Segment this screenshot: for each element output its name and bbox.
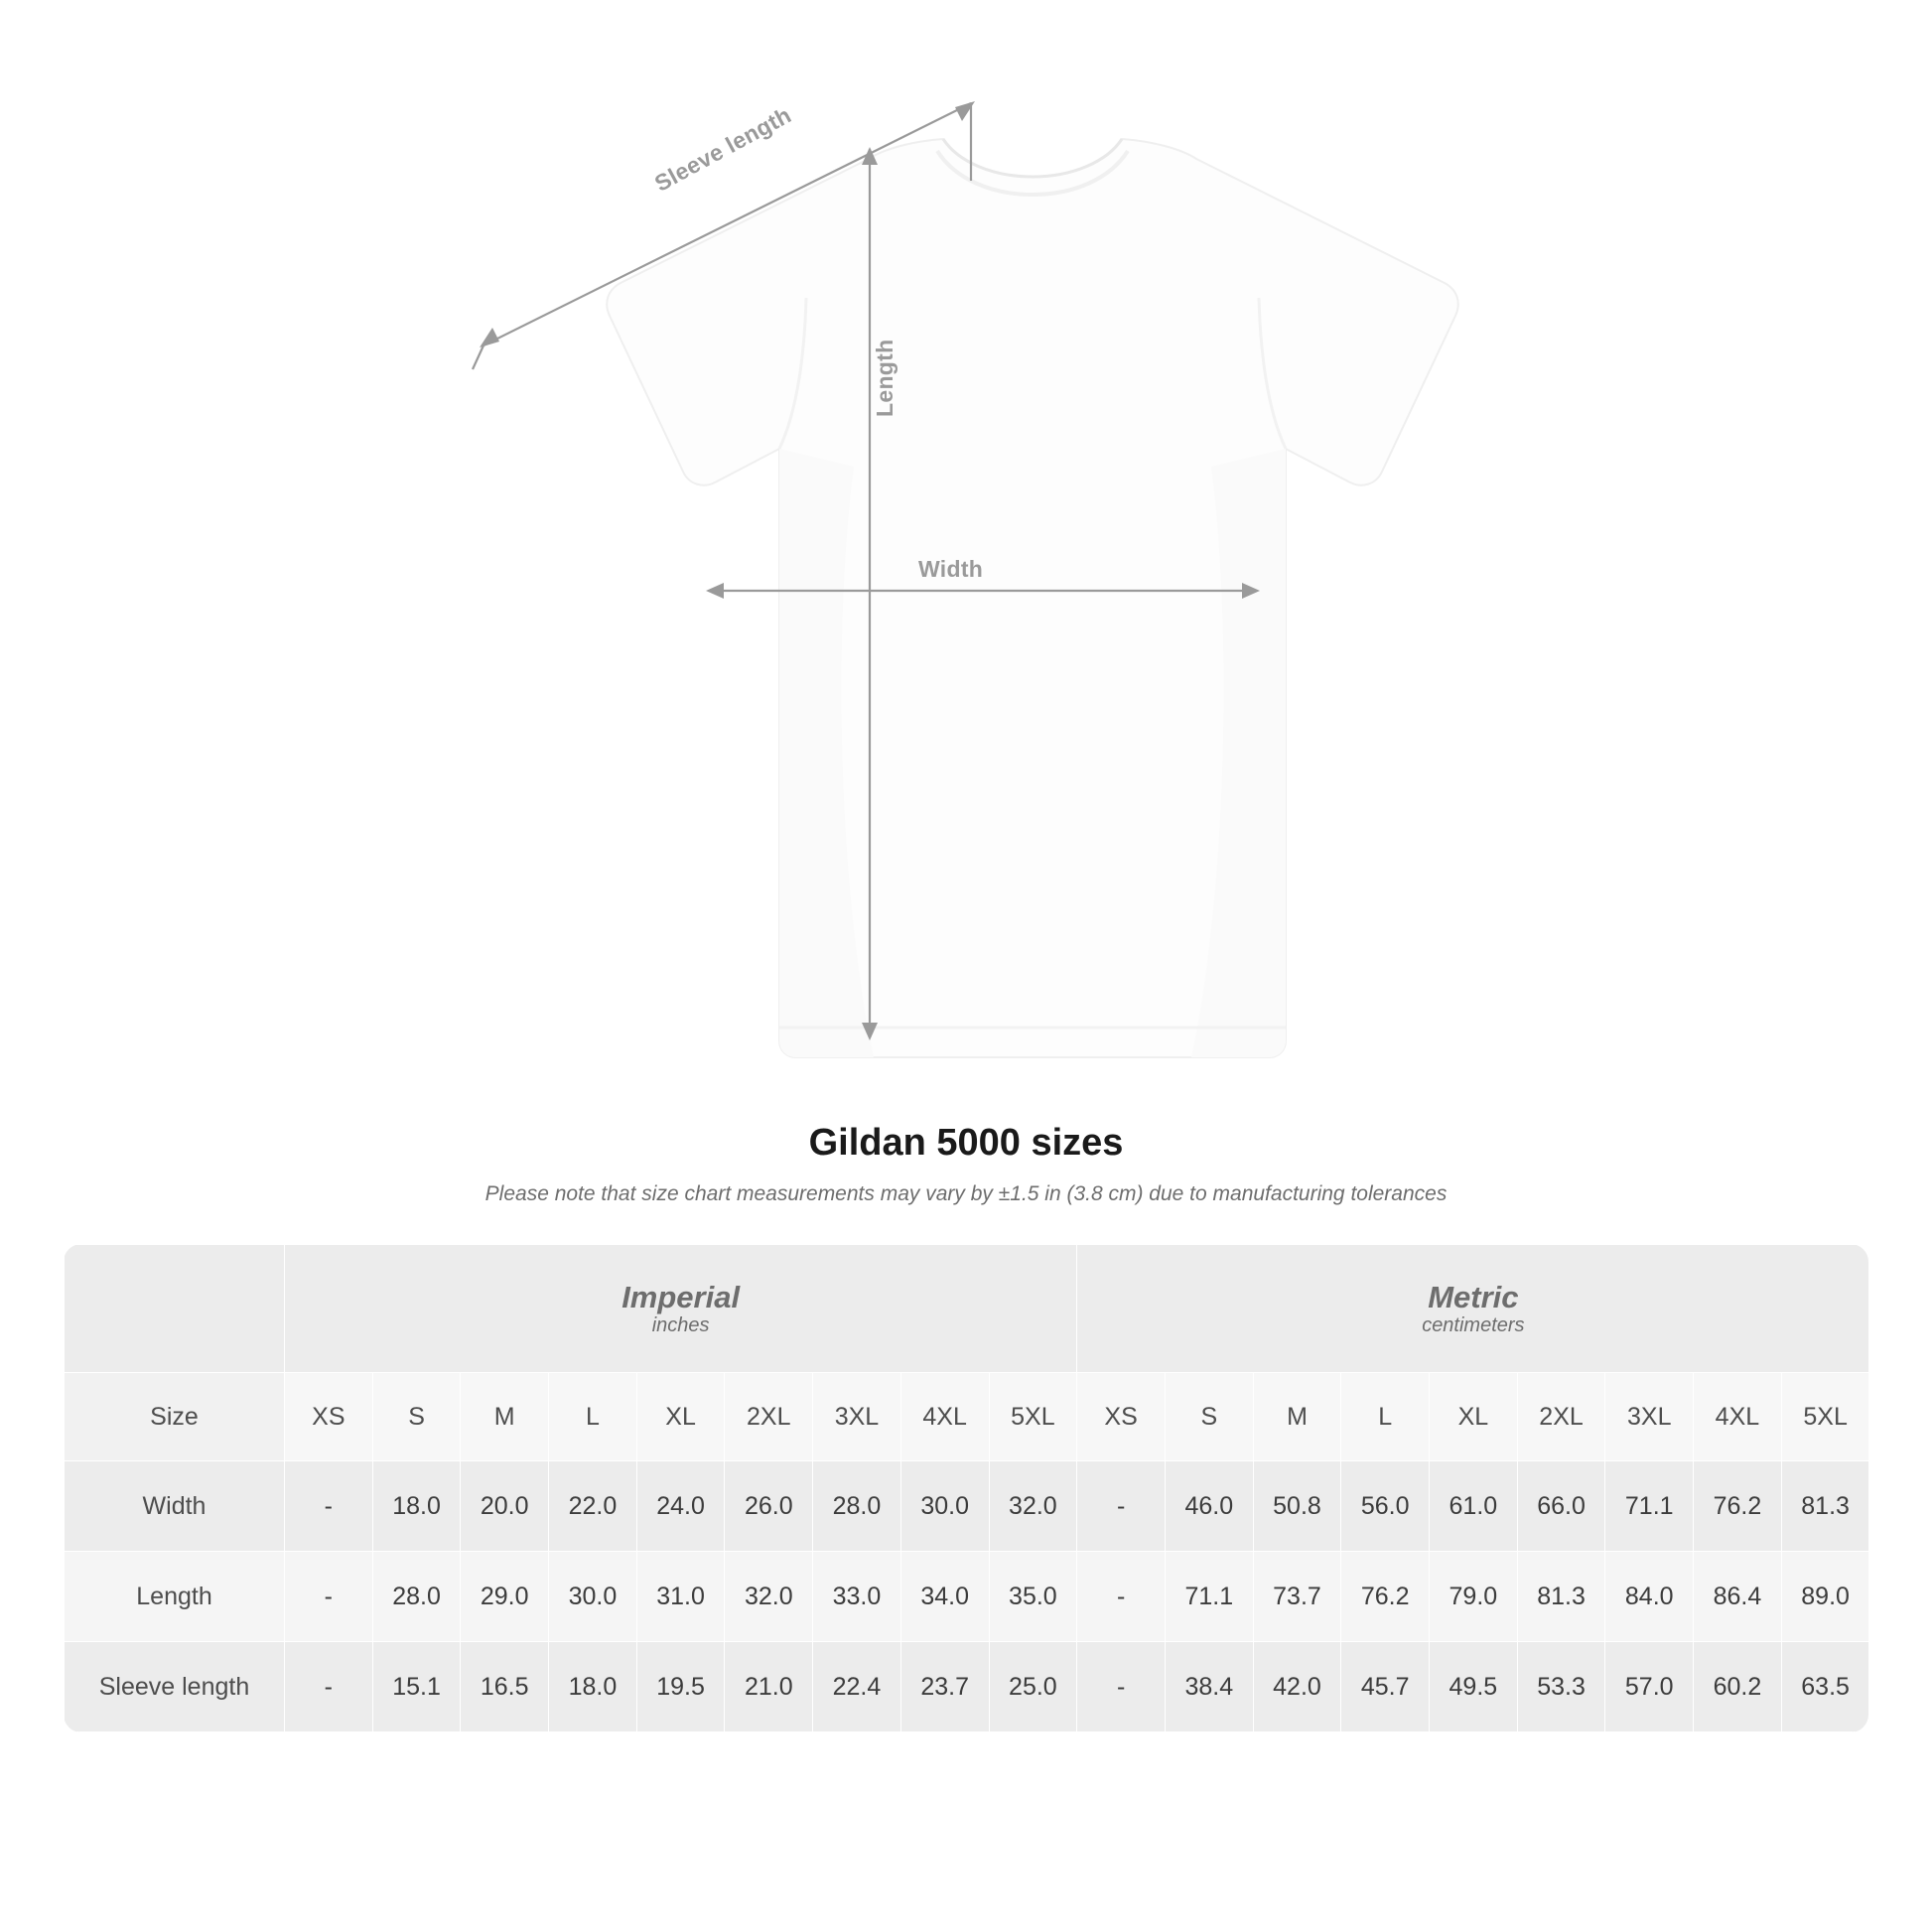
cell-value: 61.0 <box>1430 1461 1518 1552</box>
header-size-xs: XS <box>1077 1373 1166 1461</box>
cell-value: 81.3 <box>1781 1461 1868 1552</box>
header-size-s: S <box>1165 1373 1253 1461</box>
unit-banner-row <box>65 1245 1869 1373</box>
cell-value: - <box>285 1552 373 1642</box>
cell-value: 32.0 <box>989 1461 1077 1552</box>
header-size-xs: XS <box>285 1373 373 1461</box>
header-size-m: M <box>461 1373 549 1461</box>
width-dimension-label: Width <box>918 556 984 582</box>
page-title: Gildan 5000 sizes <box>808 1122 1124 1164</box>
cell-value: 73.7 <box>1253 1552 1341 1642</box>
cell-value: 84.0 <box>1605 1552 1694 1642</box>
cell-value: 57.0 <box>1605 1642 1694 1732</box>
cell-value: - <box>285 1461 373 1552</box>
cell-value: 79.0 <box>1430 1552 1518 1642</box>
size-chart-table <box>64 1244 1868 1732</box>
cell-value: 32.0 <box>725 1552 813 1642</box>
cell-value: 18.0 <box>549 1642 637 1732</box>
cell-value: 18.0 <box>372 1461 461 1552</box>
cell-value: 35.0 <box>989 1552 1077 1642</box>
cell-value: 29.0 <box>461 1552 549 1642</box>
sleeve-length-dimension-label: Sleeve length <box>650 101 796 197</box>
table-row <box>65 1642 1869 1732</box>
header-size-5xl: 5XL <box>1781 1373 1868 1461</box>
header-size-l: L <box>549 1373 637 1461</box>
cell-value: 63.5 <box>1781 1642 1868 1732</box>
tshirt-shape <box>607 139 1457 1057</box>
header-size-m: M <box>1253 1373 1341 1461</box>
table-header-row <box>65 1373 1869 1461</box>
cell-value: 42.0 <box>1253 1642 1341 1732</box>
tolerance-note: Please note that size chart measurements may vary by ±1.5 in (3.8 cm) due to manufacturing tolerances <box>484 1182 1448 1205</box>
cell-value: 28.0 <box>813 1461 901 1552</box>
cell-value: - <box>1077 1461 1166 1552</box>
cell-value: 26.0 <box>725 1461 813 1552</box>
cell-value: 49.5 <box>1430 1642 1518 1732</box>
cell-value: 86.4 <box>1694 1552 1782 1642</box>
header-size-4xl: 4XL <box>900 1373 989 1461</box>
cell-value: 24.0 <box>636 1461 725 1552</box>
cell-value: 76.2 <box>1694 1461 1782 1552</box>
unit-group-name: Metric <box>1428 1279 1519 1314</box>
cell-value: - <box>285 1642 373 1732</box>
header-size-xl: XL <box>636 1373 725 1461</box>
unit-group-metric <box>1077 1245 1868 1373</box>
cell-value: 20.0 <box>461 1461 549 1552</box>
unit-group-imperial <box>285 1245 1077 1373</box>
cell-value: 45.7 <box>1341 1642 1430 1732</box>
header-size-s: S <box>372 1373 461 1461</box>
cell-value: 81.3 <box>1517 1552 1605 1642</box>
cell-value: 21.0 <box>725 1642 813 1732</box>
unit-group-sub: centimeters <box>1422 1314 1525 1337</box>
cell-value: 15.1 <box>372 1642 461 1732</box>
cell-value: 34.0 <box>900 1552 989 1642</box>
header-size-3xl: 3XL <box>813 1373 901 1461</box>
header-size-label: Size <box>65 1373 285 1461</box>
header-size-xl: XL <box>1430 1373 1518 1461</box>
size-chart-table-wrap <box>64 1244 1868 1732</box>
header-size-4xl: 4XL <box>1694 1373 1782 1461</box>
cell-value: 89.0 <box>1781 1552 1868 1642</box>
unit-banner-spacer <box>65 1245 285 1373</box>
cell-value: 16.5 <box>461 1642 549 1732</box>
cell-value: 71.1 <box>1165 1552 1253 1642</box>
unit-group-name: Imperial <box>621 1279 741 1314</box>
cell-value: - <box>1077 1552 1166 1642</box>
cell-value: 76.2 <box>1341 1552 1430 1642</box>
cell-value: 46.0 <box>1165 1461 1253 1552</box>
cell-value: 23.7 <box>900 1642 989 1732</box>
cell-value: - <box>1077 1642 1166 1732</box>
header-size-2xl: 2XL <box>1517 1373 1605 1461</box>
header-size-2xl: 2XL <box>725 1373 813 1461</box>
title-block <box>0 1122 1932 1206</box>
row-label: Width <box>65 1461 285 1552</box>
table-row <box>65 1552 1869 1642</box>
cell-value: 30.0 <box>549 1552 637 1642</box>
cell-value: 50.8 <box>1253 1461 1341 1552</box>
cell-value: 60.2 <box>1694 1642 1782 1732</box>
header-size-l: L <box>1341 1373 1430 1461</box>
cell-value: 71.1 <box>1605 1461 1694 1552</box>
cell-value: 66.0 <box>1517 1461 1605 1552</box>
cell-value: 25.0 <box>989 1642 1077 1732</box>
row-label: Length <box>65 1552 285 1642</box>
length-dimension-label: Length <box>872 339 897 417</box>
cell-value: 22.4 <box>813 1642 901 1732</box>
header-size-5xl: 5XL <box>989 1373 1077 1461</box>
row-label: Sleeve length <box>65 1642 285 1732</box>
cell-value: 53.3 <box>1517 1642 1605 1732</box>
table-row <box>65 1461 1869 1552</box>
cell-value: 28.0 <box>372 1552 461 1642</box>
header-size-3xl: 3XL <box>1605 1373 1694 1461</box>
cell-value: 22.0 <box>549 1461 637 1552</box>
cell-value: 56.0 <box>1341 1461 1430 1552</box>
cell-value: 38.4 <box>1165 1642 1253 1732</box>
unit-group-sub: inches <box>651 1314 710 1337</box>
cell-value: 33.0 <box>813 1552 901 1642</box>
cell-value: 31.0 <box>636 1552 725 1642</box>
cell-value: 19.5 <box>636 1642 725 1732</box>
cell-value: 30.0 <box>900 1461 989 1552</box>
